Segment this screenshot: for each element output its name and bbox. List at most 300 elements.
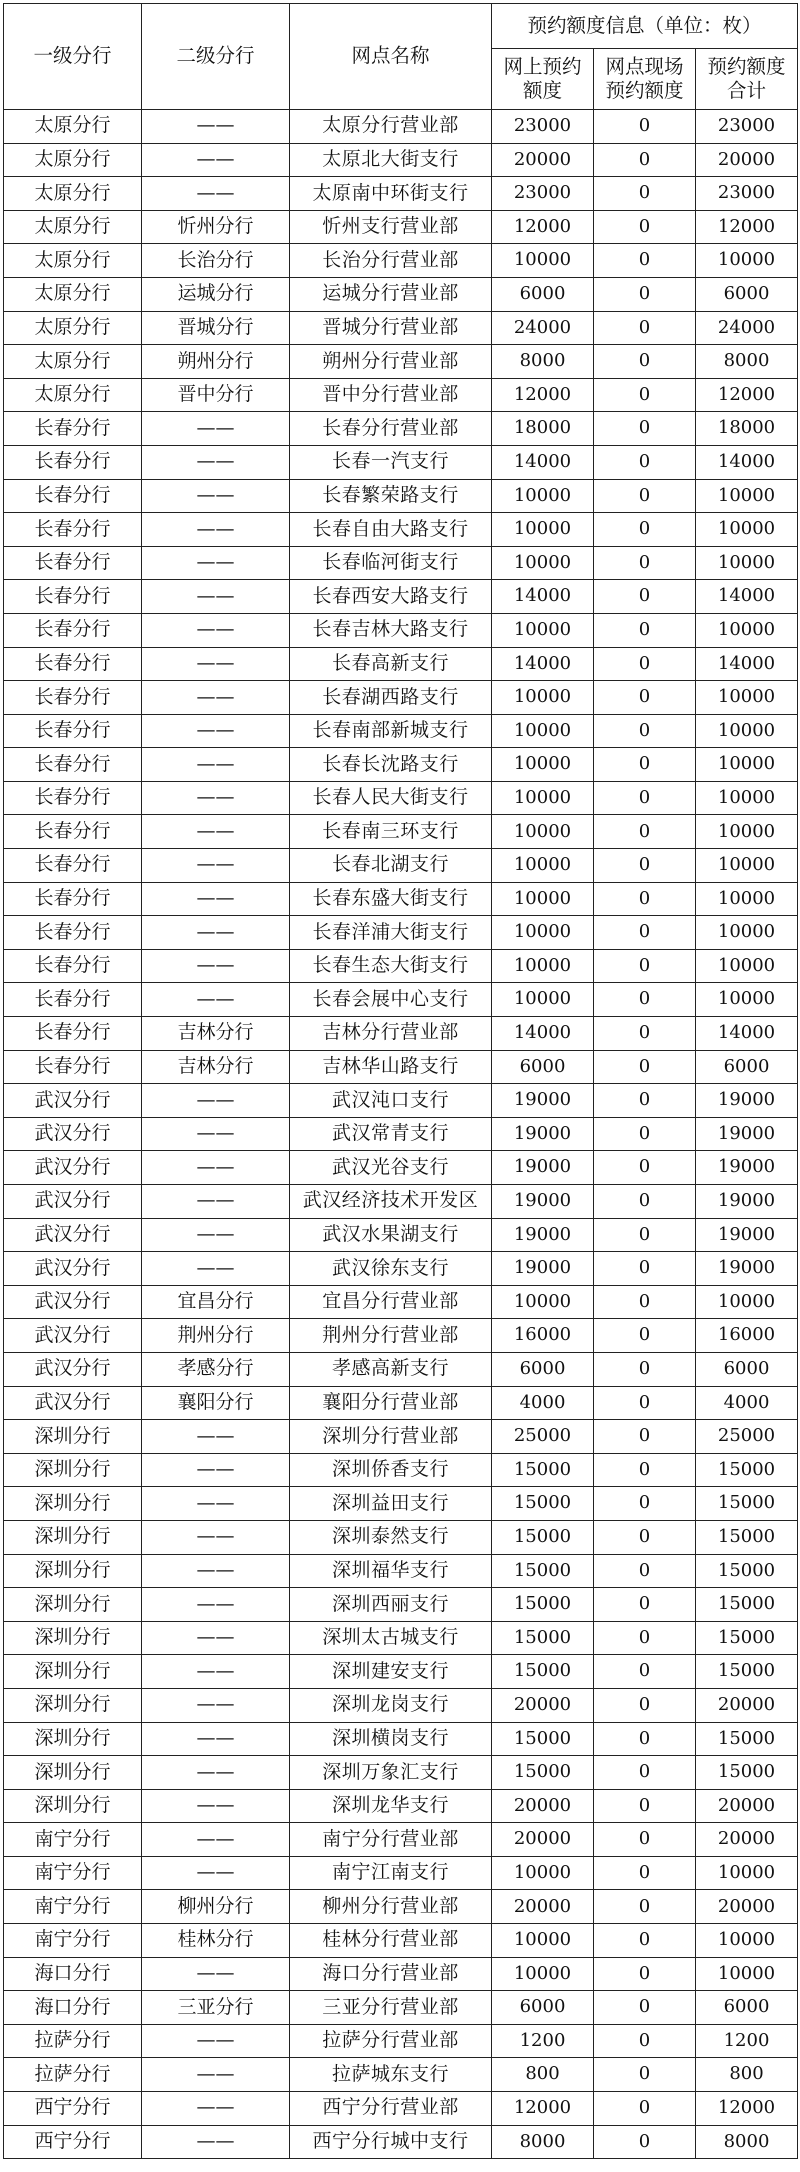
online-quota-cell: 25000 (492, 1420, 594, 1454)
table-row (4, 849, 798, 883)
onsite-quota-cell: 0 (594, 445, 696, 479)
table-row (4, 1050, 798, 1084)
onsite-quota-cell: 0 (594, 2092, 696, 2126)
outlet-name-cell: 南宁分行营业部 (290, 1823, 492, 1857)
table-row (4, 479, 798, 513)
online-quota-cell: 19000 (492, 1117, 594, 1151)
level1-branch-cell: 长春分行 (4, 479, 142, 513)
onsite-quota-cell: 0 (594, 1621, 696, 1655)
level2-branch-cell: 吉林分行 (142, 1050, 290, 1084)
online-quota-cell: 15000 (492, 1621, 594, 1655)
total-quota-cell: 23000 (696, 177, 798, 211)
outlet-name-cell: 深圳建安支行 (290, 1655, 492, 1689)
online-quota-cell: 10000 (492, 849, 594, 883)
total-quota-cell: 20000 (696, 143, 798, 177)
table-row (4, 1655, 798, 1689)
online-quota-cell: 6000 (492, 1352, 594, 1386)
total-quota-cell: 10000 (696, 1856, 798, 1890)
level2-branch-cell: —— (142, 1688, 290, 1722)
level2-branch-cell: —— (142, 1856, 290, 1890)
outlet-name-cell: 长春吉林大路支行 (290, 613, 492, 647)
level2-branch-cell: 桂林分行 (142, 1924, 290, 1958)
total-quota-cell: 4000 (696, 1386, 798, 1420)
table-row (4, 1386, 798, 1420)
online-quota-cell: 10000 (492, 613, 594, 647)
table-row (4, 2092, 798, 2126)
table-row (4, 1621, 798, 1655)
level1-branch-cell: 深圳分行 (4, 1420, 142, 1454)
onsite-quota-cell: 0 (594, 815, 696, 849)
outlet-name-cell: 吉林分行营业部 (290, 1017, 492, 1051)
online-quota-cell: 10000 (492, 681, 594, 715)
onsite-quota-cell: 0 (594, 1756, 696, 1790)
total-quota-cell: 8000 (696, 345, 798, 379)
online-quota-cell: 19000 (492, 1252, 594, 1286)
level2-branch-cell: —— (142, 1621, 290, 1655)
total-quota-cell: 14000 (696, 647, 798, 681)
onsite-quota-cell: 0 (594, 244, 696, 278)
table-row (4, 1487, 798, 1521)
level2-branch-cell: —— (142, 1655, 290, 1689)
total-quota-cell: 6000 (696, 1352, 798, 1386)
total-quota-cell: 15000 (696, 1722, 798, 1756)
total-quota-cell: 10000 (696, 781, 798, 815)
table-row (4, 1185, 798, 1219)
total-quota-cell: 19000 (696, 1252, 798, 1286)
outlet-name-cell: 运城分行营业部 (290, 277, 492, 311)
table-row (4, 1285, 798, 1319)
total-quota-cell: 23000 (696, 110, 798, 144)
level1-branch-cell: 长春分行 (4, 412, 142, 446)
level2-branch-cell: —— (142, 143, 290, 177)
table-row (4, 949, 798, 983)
onsite-quota-cell: 0 (594, 412, 696, 446)
level2-branch-cell: —— (142, 1487, 290, 1521)
outlet-name-cell: 海口分行营业部 (290, 1957, 492, 1991)
table-row (4, 1991, 798, 2025)
level2-branch-cell: 吉林分行 (142, 1017, 290, 1051)
level1-branch-cell: 长春分行 (4, 1050, 142, 1084)
online-quota-cell: 14000 (492, 445, 594, 479)
level1-branch-cell: 深圳分行 (4, 1722, 142, 1756)
outlet-name-cell: 长春生态大街支行 (290, 949, 492, 983)
table-row (4, 1789, 798, 1823)
level1-branch-cell: 长春分行 (4, 580, 142, 614)
total-quota-cell: 15000 (696, 1621, 798, 1655)
total-quota-cell: 24000 (696, 311, 798, 345)
level1-branch-cell: 深圳分行 (4, 1453, 142, 1487)
level1-branch-cell: 长春分行 (4, 1017, 142, 1051)
onsite-quota-cell: 0 (594, 546, 696, 580)
quota-table (3, 3, 798, 2159)
online-quota-cell: 15000 (492, 1588, 594, 1622)
online-quota-cell: 12000 (492, 210, 594, 244)
header-level1-branch: 一级分行 (4, 4, 142, 110)
level1-branch-cell: 深圳分行 (4, 1487, 142, 1521)
level1-branch-cell: 太原分行 (4, 244, 142, 278)
level2-branch-cell: 朔州分行 (142, 345, 290, 379)
level1-branch-cell: 南宁分行 (4, 1890, 142, 1924)
total-quota-cell: 15000 (696, 1453, 798, 1487)
outlet-name-cell: 武汉水果湖支行 (290, 1218, 492, 1252)
onsite-quota-cell: 0 (594, 1352, 696, 1386)
total-quota-cell: 6000 (696, 1050, 798, 1084)
table-row (4, 277, 798, 311)
total-quota-cell: 12000 (696, 210, 798, 244)
table-row (4, 882, 798, 916)
online-quota-cell: 10000 (492, 1957, 594, 1991)
onsite-quota-cell: 0 (594, 177, 696, 211)
total-quota-cell: 25000 (696, 1420, 798, 1454)
total-quota-cell: 14000 (696, 580, 798, 614)
table-row (4, 1554, 798, 1588)
total-quota-cell: 15000 (696, 1756, 798, 1790)
level1-branch-cell: 海口分行 (4, 1957, 142, 1991)
outlet-name-cell: 西宁分行城中支行 (290, 2125, 492, 2159)
onsite-quota-cell: 0 (594, 479, 696, 513)
total-quota-cell: 15000 (696, 1655, 798, 1689)
outlet-name-cell: 太原北大街支行 (290, 143, 492, 177)
total-quota-cell: 19000 (696, 1185, 798, 1219)
outlet-name-cell: 武汉光谷支行 (290, 1151, 492, 1185)
outlet-name-cell: 荆州分行营业部 (290, 1319, 492, 1353)
table-row (4, 1756, 798, 1790)
outlet-name-cell: 深圳福华支行 (290, 1554, 492, 1588)
onsite-quota-cell: 0 (594, 781, 696, 815)
level1-branch-cell: 海口分行 (4, 1991, 142, 2025)
onsite-quota-cell: 0 (594, 1588, 696, 1622)
onsite-quota-cell: 0 (594, 580, 696, 614)
level1-branch-cell: 武汉分行 (4, 1151, 142, 1185)
table-row (4, 983, 798, 1017)
level1-branch-cell: 长春分行 (4, 983, 142, 1017)
onsite-quota-cell: 0 (594, 1856, 696, 1890)
header-onsite-quota (594, 49, 696, 110)
online-quota-cell: 8000 (492, 2125, 594, 2159)
online-quota-cell: 15000 (492, 1520, 594, 1554)
table-row (4, 345, 798, 379)
level1-branch-cell: 深圳分行 (4, 1554, 142, 1588)
table-row (4, 1352, 798, 1386)
total-quota-cell: 10000 (696, 546, 798, 580)
total-quota-cell: 15000 (696, 1487, 798, 1521)
header-online-quota-text: 网上预约额度 (503, 54, 582, 102)
outlet-name-cell: 武汉常青支行 (290, 1117, 492, 1151)
online-quota-cell: 1200 (492, 2024, 594, 2058)
online-quota-cell: 10000 (492, 949, 594, 983)
onsite-quota-cell: 0 (594, 1957, 696, 1991)
table-row (4, 1117, 798, 1151)
level2-branch-cell: —— (142, 916, 290, 950)
total-quota-cell: 6000 (696, 277, 798, 311)
table-row (4, 815, 798, 849)
level1-branch-cell: 武汉分行 (4, 1285, 142, 1319)
online-quota-cell: 14000 (492, 580, 594, 614)
table-row (4, 681, 798, 715)
header-level2-branch: 二级分行 (142, 4, 290, 110)
total-quota-cell: 6000 (696, 1991, 798, 2025)
outlet-name-cell: 吉林华山路支行 (290, 1050, 492, 1084)
online-quota-cell: 23000 (492, 177, 594, 211)
level2-branch-cell: —— (142, 412, 290, 446)
outlet-name-cell: 长春长沈路支行 (290, 748, 492, 782)
level2-branch-cell: —— (142, 1185, 290, 1219)
level1-branch-cell: 深圳分行 (4, 1621, 142, 1655)
level1-branch-cell: 西宁分行 (4, 2092, 142, 2126)
level1-branch-cell: 深圳分行 (4, 1688, 142, 1722)
table-row (4, 1823, 798, 1857)
level2-branch-cell: 忻州分行 (142, 210, 290, 244)
onsite-quota-cell: 0 (594, 1890, 696, 1924)
table-row (4, 244, 798, 278)
online-quota-cell: 6000 (492, 1050, 594, 1084)
table-row (4, 210, 798, 244)
online-quota-cell: 16000 (492, 1319, 594, 1353)
outlet-name-cell: 长春自由大路支行 (290, 513, 492, 547)
header-total-quota-text: 预约额度合计 (707, 54, 786, 102)
online-quota-cell: 15000 (492, 1756, 594, 1790)
table-row (4, 1252, 798, 1286)
online-quota-cell: 15000 (492, 1453, 594, 1487)
onsite-quota-cell: 0 (594, 1554, 696, 1588)
table-row (4, 916, 798, 950)
level2-branch-cell: —— (142, 2058, 290, 2092)
level1-branch-cell: 南宁分行 (4, 1856, 142, 1890)
onsite-quota-cell: 0 (594, 2058, 696, 2092)
online-quota-cell: 10000 (492, 714, 594, 748)
onsite-quota-cell: 0 (594, 748, 696, 782)
table-row (4, 613, 798, 647)
online-quota-cell: 10000 (492, 1285, 594, 1319)
outlet-name-cell: 深圳泰然支行 (290, 1520, 492, 1554)
table-row (4, 378, 798, 412)
onsite-quota-cell: 0 (594, 277, 696, 311)
online-quota-cell: 19000 (492, 1185, 594, 1219)
level2-branch-cell: —— (142, 177, 290, 211)
onsite-quota-cell: 0 (594, 1218, 696, 1252)
total-quota-cell: 10000 (696, 1924, 798, 1958)
level1-branch-cell: 武汉分行 (4, 1386, 142, 1420)
total-quota-cell: 10000 (696, 681, 798, 715)
online-quota-cell: 10000 (492, 244, 594, 278)
level1-branch-cell: 长春分行 (4, 882, 142, 916)
online-quota-cell: 10000 (492, 916, 594, 950)
onsite-quota-cell: 0 (594, 1789, 696, 1823)
online-quota-cell: 6000 (492, 277, 594, 311)
level1-branch-cell: 武汉分行 (4, 1252, 142, 1286)
level2-branch-cell: —— (142, 1218, 290, 1252)
level2-branch-cell: —— (142, 445, 290, 479)
level1-branch-cell: 长春分行 (4, 714, 142, 748)
outlet-name-cell: 长春会展中心支行 (290, 983, 492, 1017)
total-quota-cell: 10000 (696, 714, 798, 748)
outlet-name-cell: 长春人民大街支行 (290, 781, 492, 815)
level1-branch-cell: 太原分行 (4, 210, 142, 244)
level2-branch-cell: 宜昌分行 (142, 1285, 290, 1319)
online-quota-cell: 10000 (492, 781, 594, 815)
level1-branch-cell: 长春分行 (4, 681, 142, 715)
table-header (4, 4, 798, 110)
level2-branch-cell: 长治分行 (142, 244, 290, 278)
level1-branch-cell: 太原分行 (4, 311, 142, 345)
table-row (4, 110, 798, 144)
outlet-name-cell: 三亚分行营业部 (290, 1991, 492, 2025)
level2-branch-cell: 三亚分行 (142, 1991, 290, 2025)
online-quota-cell: 12000 (492, 378, 594, 412)
onsite-quota-cell: 0 (594, 110, 696, 144)
level2-branch-cell: —— (142, 815, 290, 849)
onsite-quota-cell: 0 (594, 513, 696, 547)
total-quota-cell: 19000 (696, 1151, 798, 1185)
level1-branch-cell: 太原分行 (4, 345, 142, 379)
table-row (4, 2024, 798, 2058)
total-quota-cell: 10000 (696, 815, 798, 849)
level1-branch-cell: 拉萨分行 (4, 2024, 142, 2058)
level2-branch-cell: —— (142, 613, 290, 647)
total-quota-cell: 15000 (696, 1520, 798, 1554)
onsite-quota-cell: 0 (594, 1185, 696, 1219)
table-row (4, 1957, 798, 1991)
level1-branch-cell: 长春分行 (4, 781, 142, 815)
level2-branch-cell: —— (142, 1453, 290, 1487)
level2-branch-cell: —— (142, 1084, 290, 1118)
outlet-name-cell: 长治分行营业部 (290, 244, 492, 278)
total-quota-cell: 10000 (696, 1285, 798, 1319)
level1-branch-cell: 深圳分行 (4, 1756, 142, 1790)
onsite-quota-cell: 0 (594, 647, 696, 681)
table-row (4, 143, 798, 177)
level1-branch-cell: 太原分行 (4, 177, 142, 211)
table-row (4, 1520, 798, 1554)
onsite-quota-cell: 0 (594, 1285, 696, 1319)
online-quota-cell: 10000 (492, 1856, 594, 1890)
level2-branch-cell: —— (142, 1151, 290, 1185)
online-quota-cell: 10000 (492, 513, 594, 547)
level2-branch-cell: —— (142, 882, 290, 916)
table-row (4, 445, 798, 479)
total-quota-cell: 20000 (696, 1890, 798, 1924)
onsite-quota-cell: 0 (594, 1050, 696, 1084)
onsite-quota-cell: 0 (594, 949, 696, 983)
onsite-quota-cell: 0 (594, 1386, 696, 1420)
level1-branch-cell: 长春分行 (4, 445, 142, 479)
total-quota-cell: 10000 (696, 882, 798, 916)
table-row (4, 1924, 798, 1958)
total-quota-cell: 19000 (696, 1117, 798, 1151)
online-quota-cell: 10000 (492, 983, 594, 1017)
online-quota-cell: 10000 (492, 815, 594, 849)
level1-branch-cell: 西宁分行 (4, 2125, 142, 2159)
outlet-name-cell: 长春洋浦大街支行 (290, 916, 492, 950)
level2-branch-cell: 孝感分行 (142, 1352, 290, 1386)
table-row (4, 1688, 798, 1722)
header-quota-group: 预约额度信息（单位：枚） (492, 4, 798, 49)
level2-branch-cell: —— (142, 983, 290, 1017)
level1-branch-cell: 武汉分行 (4, 1319, 142, 1353)
level1-branch-cell: 太原分行 (4, 143, 142, 177)
outlet-name-cell: 深圳侨香支行 (290, 1453, 492, 1487)
table-row (4, 513, 798, 547)
online-quota-cell: 12000 (492, 2092, 594, 2126)
level2-branch-cell: 襄阳分行 (142, 1386, 290, 1420)
level1-branch-cell: 长春分行 (4, 546, 142, 580)
level2-branch-cell: —— (142, 1252, 290, 1286)
table-row (4, 781, 798, 815)
level2-branch-cell: —— (142, 781, 290, 815)
outlet-name-cell: 长春湖西路支行 (290, 681, 492, 715)
table-row (4, 1319, 798, 1353)
online-quota-cell: 19000 (492, 1151, 594, 1185)
outlet-name-cell: 晋中分行营业部 (290, 378, 492, 412)
outlet-name-cell: 长春临河街支行 (290, 546, 492, 580)
level2-branch-cell: —— (142, 546, 290, 580)
onsite-quota-cell: 0 (594, 311, 696, 345)
onsite-quota-cell: 0 (594, 882, 696, 916)
level2-branch-cell: —— (142, 1789, 290, 1823)
total-quota-cell: 15000 (696, 1554, 798, 1588)
onsite-quota-cell: 0 (594, 210, 696, 244)
onsite-quota-cell: 0 (594, 1991, 696, 2025)
table-row (4, 546, 798, 580)
outlet-name-cell: 晋城分行营业部 (290, 311, 492, 345)
level1-branch-cell: 长春分行 (4, 949, 142, 983)
online-quota-cell: 20000 (492, 1823, 594, 1857)
level1-branch-cell: 武汉分行 (4, 1185, 142, 1219)
online-quota-cell: 20000 (492, 1789, 594, 1823)
total-quota-cell: 10000 (696, 613, 798, 647)
total-quota-cell: 14000 (696, 1017, 798, 1051)
online-quota-cell: 19000 (492, 1084, 594, 1118)
onsite-quota-cell: 0 (594, 1722, 696, 1756)
level2-branch-cell: 晋城分行 (142, 311, 290, 345)
total-quota-cell: 20000 (696, 1688, 798, 1722)
outlet-name-cell: 武汉经济技术开发区 (290, 1185, 492, 1219)
level1-branch-cell: 太原分行 (4, 110, 142, 144)
level2-branch-cell: —— (142, 110, 290, 144)
level2-branch-cell: —— (142, 1588, 290, 1622)
level1-branch-cell: 武汉分行 (4, 1117, 142, 1151)
total-quota-cell: 1200 (696, 2024, 798, 2058)
onsite-quota-cell: 0 (594, 714, 696, 748)
total-quota-cell: 18000 (696, 412, 798, 446)
outlet-name-cell: 深圳横岗支行 (290, 1722, 492, 1756)
level2-branch-cell: —— (142, 2125, 290, 2159)
onsite-quota-cell: 0 (594, 1084, 696, 1118)
online-quota-cell: 23000 (492, 110, 594, 144)
level1-branch-cell: 深圳分行 (4, 1520, 142, 1554)
level1-branch-cell: 武汉分行 (4, 1352, 142, 1386)
total-quota-cell: 20000 (696, 1789, 798, 1823)
outlet-name-cell: 长春繁荣路支行 (290, 479, 492, 513)
level1-branch-cell: 南宁分行 (4, 1924, 142, 1958)
level2-branch-cell: —— (142, 1554, 290, 1588)
online-quota-cell: 15000 (492, 1554, 594, 1588)
table-row (4, 1722, 798, 1756)
outlet-name-cell: 长春西安大路支行 (290, 580, 492, 614)
onsite-quota-cell: 0 (594, 1487, 696, 1521)
total-quota-cell: 10000 (696, 1957, 798, 1991)
online-quota-cell: 20000 (492, 1890, 594, 1924)
onsite-quota-cell: 0 (594, 613, 696, 647)
level1-branch-cell: 长春分行 (4, 849, 142, 883)
level2-branch-cell: —— (142, 1957, 290, 1991)
level1-branch-cell: 太原分行 (4, 378, 142, 412)
online-quota-cell: 20000 (492, 1688, 594, 1722)
level2-branch-cell: —— (142, 949, 290, 983)
level1-branch-cell: 长春分行 (4, 613, 142, 647)
level2-branch-cell: 运城分行 (142, 277, 290, 311)
level2-branch-cell: —— (142, 1420, 290, 1454)
